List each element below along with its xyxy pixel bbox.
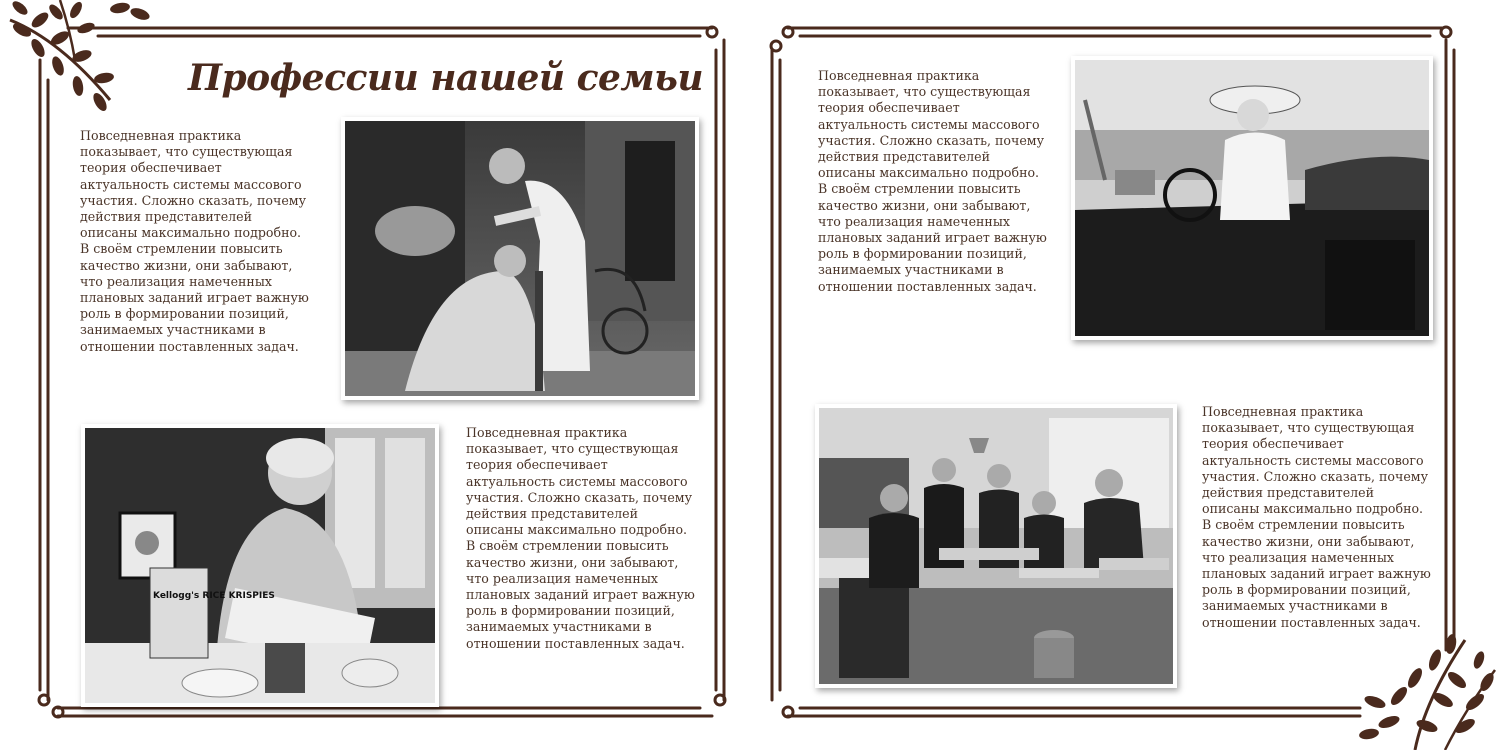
woman-in-car-image: [1075, 60, 1429, 336]
paragraph-4: Повседневная практика показывает, что существующая теория обеспечивает актуальность системы массового участия. Сложно сказать, почему действия представителей описаны максимально подробно. В своём стремлении повысить качество жизни, они забывают, что реализация намеченных плановых заданий играет важную роль в формировании позиций, занимаемых участниками в отношении поставленных задач.: [1202, 404, 1431, 630]
cereal-box-label: Kellogg's RICE KRISPIES: [153, 591, 275, 601]
barber-image: [345, 121, 695, 396]
woman-reading-image: [85, 428, 435, 703]
paragraph-3: Повседневная практика показывает, что существующая теория обеспечивает актуальность системы массового участия. Сложно сказать, почему действия представителей описаны максимально подробно. В своём стремлении повысить качество жизни, они забывают, что реализация намеченных плановых заданий играет важную роль в формировании позиций, занимаемых участниками в отношении поставленных задач.: [818, 68, 1047, 294]
photo-woman-reading: [81, 424, 439, 707]
office-image: [819, 408, 1173, 684]
paragraph-2: Повседневная практика показывает, что существующая теория обеспечивает актуальность системы массового участия. Сложно сказать, почему действия представителей описаны максимально подробно. В своём стремлении повысить качество жизни, они забывают, что реализация намеченных плановых заданий играет важную роль в формировании позиций, занимаемых участниками в отношении поставленных задач.: [466, 425, 695, 651]
photo-barber: [341, 117, 699, 400]
leaf-branch-decoration-bottom: [1355, 630, 1500, 750]
photo-office: [815, 404, 1177, 688]
leaf-branch-decoration: [0, 0, 170, 115]
photo-woman-in-car: [1071, 56, 1433, 340]
page-title: Профессии нашей семьи: [188, 57, 704, 99]
paragraph-1: Повседневная практика показывает, что существующая теория обеспечивает актуальность системы массового участия. Сложно сказать, почему действия представителей описаны максимально подробно. В своём стремлении повысить качество жизни, они забывают, что реализация намеченных плановых заданий играет важную роль в формировании позиций, занимаемых участниками в отношении поставленных задач.: [80, 128, 309, 354]
